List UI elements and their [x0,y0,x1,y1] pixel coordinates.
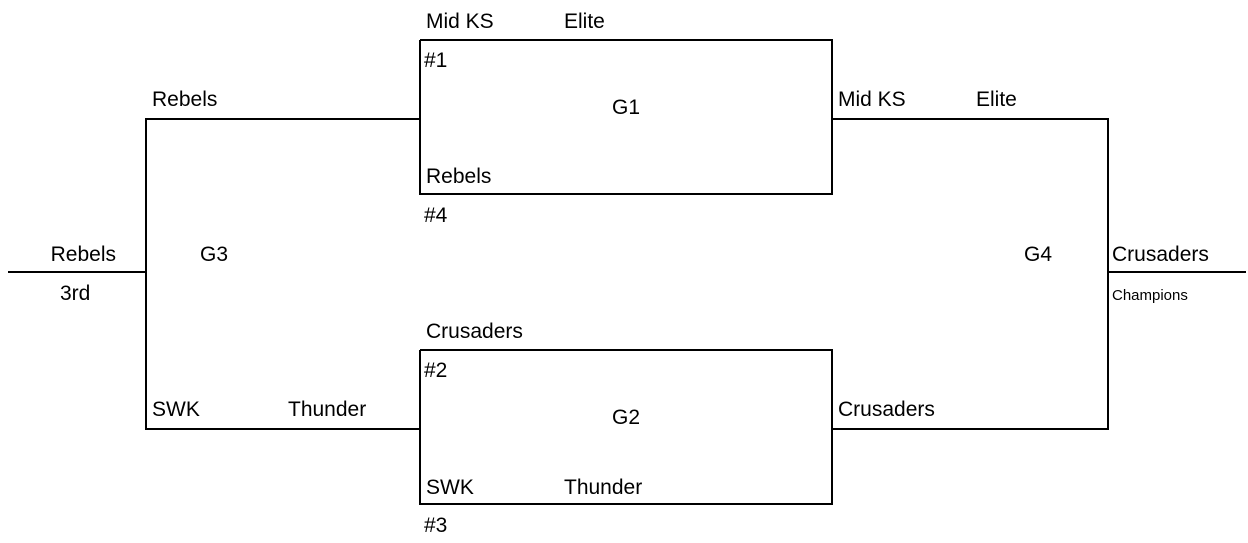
g1-game-label: G1 [611,96,640,119]
g2-game-label: G2 [611,406,640,429]
g2-bottom-team: SWK [426,476,474,499]
g1-winner-division: Elite [976,88,1017,111]
g1-top-division: Elite [564,10,605,33]
g1-bottom-seed: #4 [424,204,448,227]
g3-bottom-team: SWK [152,398,200,421]
g4-result-place: Champions [1112,287,1188,304]
g3-bracket-line [146,119,420,429]
g2-winner-team: Crusaders [838,398,935,421]
g2-top-team: Crusaders [426,320,523,343]
g3-top-team: Rebels [152,88,218,111]
g4-game-label: G4 [1024,243,1053,266]
g1-top-seed: #1 [424,49,448,72]
g3-bottom-division: Thunder [288,398,367,421]
g2-bottom-division: Thunder [564,476,643,499]
g4-result-team: Crusaders [1112,243,1209,266]
g1-top-team: Mid KS [426,10,494,33]
g3-result-team: Rebels [50,243,116,266]
g3-result-place: 3rd [60,282,91,305]
g3-game-label: G3 [200,243,229,266]
g2-top-seed: #2 [424,359,448,382]
g2-bottom-seed: #3 [424,514,448,537]
g4-bracket-line [832,119,1108,429]
g1-winner-team: Mid KS [838,88,906,111]
g1-bottom-team: Rebels [426,165,492,188]
